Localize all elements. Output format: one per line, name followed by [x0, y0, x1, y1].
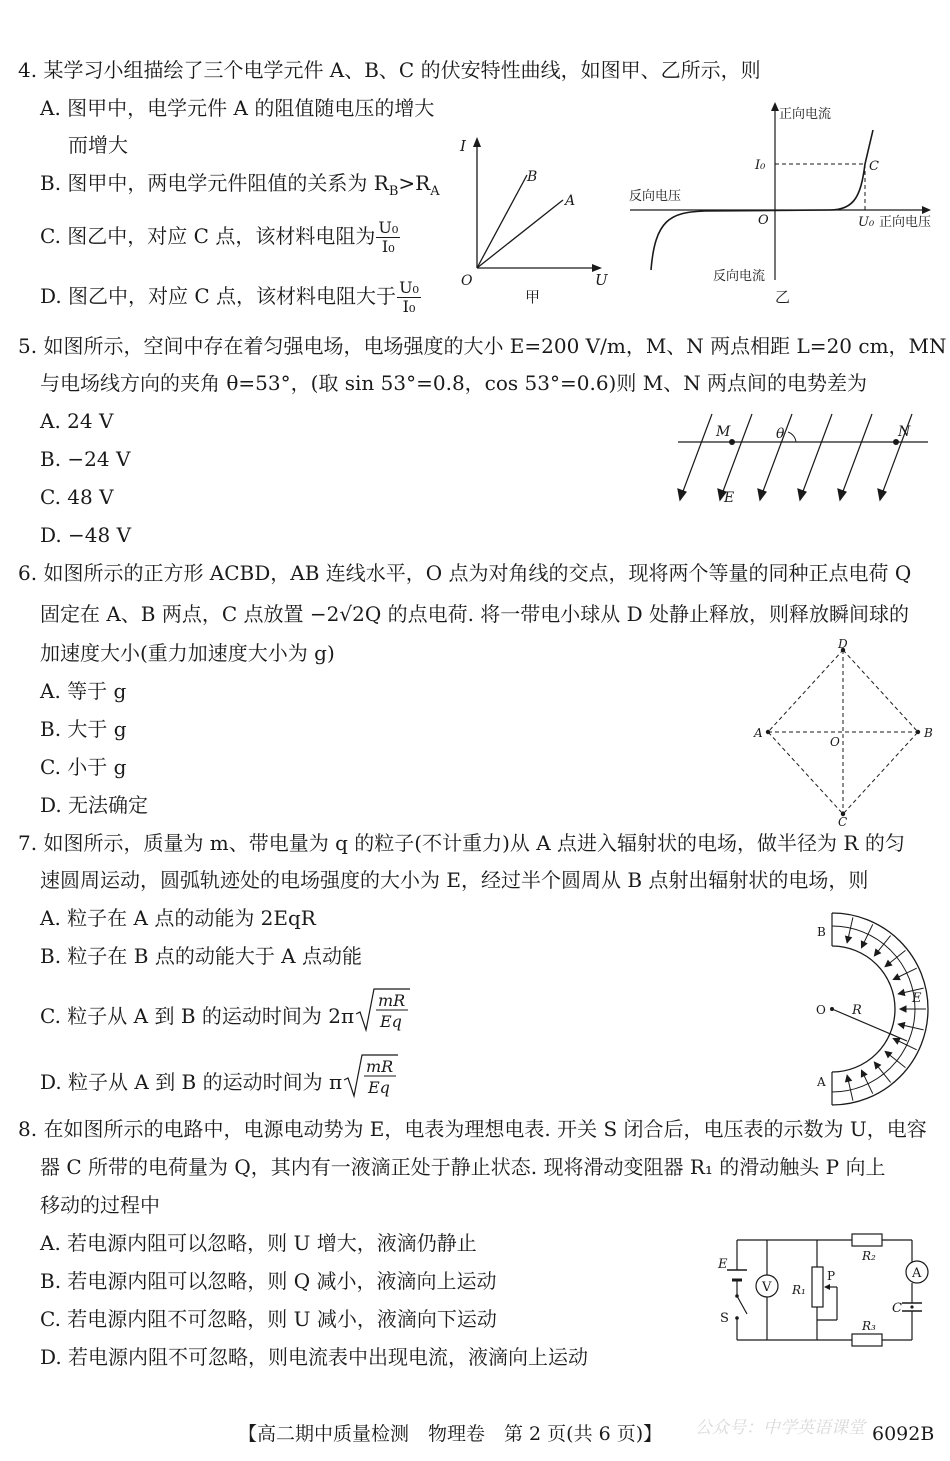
q6-stem-line2: 固定在 A、B 两点，C 点放置 −2√2Q 的点电荷. 将一带电小球从 D 处静止释放，则释放瞬间球的 — [40, 602, 910, 626]
frac-denominator: I₀ — [381, 237, 395, 256]
label-origin: O — [758, 213, 769, 228]
q4-option-a: A. 图甲中，电学元件 A 的阻值随电压的增大 — [40, 96, 435, 120]
label-i: I — [460, 137, 466, 155]
q5-option-d: D. −48 V — [40, 523, 132, 547]
switch-s — [737, 1296, 747, 1314]
q7-option-c — [40, 986, 412, 1049]
q6-figure-square — [748, 637, 940, 829]
resistor-r3 — [852, 1334, 882, 1346]
q4-option-b-gt: >R — [398, 171, 431, 195]
frac-denominator: I₀ — [402, 297, 416, 316]
arrow-icon — [861, 1070, 866, 1077]
label-o: O — [830, 735, 840, 749]
sqrt-expression — [354, 986, 412, 1049]
label-r3: R₃ — [862, 1319, 876, 1333]
label-m: M — [716, 424, 731, 440]
sqrt-numerator: mR — [378, 991, 406, 1010]
label-c: C — [869, 159, 879, 174]
label-u: U — [595, 271, 608, 289]
q8-option-d: D. 若电源内阻不可忽略，则电流表中出现电流，液滴向上运动 — [40, 1345, 589, 1369]
q4-figure-jia — [455, 135, 615, 310]
q4-option-d-fraction — [397, 279, 421, 316]
q4-stem: 4. 某学习小组描绘了三个电学元件 A、B、C 的伏安特性曲线，如图甲、乙所示，则 — [18, 58, 761, 82]
q8-stem-line1: 8. 在如图所示的电路中，电源电动势为 E，电表为理想电表. 开关 S 闭合后，电压表的示数为 U，电容 — [18, 1117, 927, 1141]
iv-curve — [651, 130, 873, 270]
label-pos-current: 正向电流 — [779, 107, 832, 122]
q8-figure-circuit — [712, 1222, 937, 1352]
q6-option-d: D. 无法确定 — [40, 793, 149, 817]
q7-option-b: B. 粒子在 B 点的动能大于 A 点动能 — [40, 944, 362, 968]
q4-option-a-cont: 而增大 — [68, 133, 128, 157]
arrow-icon — [900, 1006, 906, 1012]
q8-option-b: B. 若电源内阻可以忽略，则 Q 减小，液滴向上运动 — [40, 1269, 497, 1293]
sqrt-expression — [342, 1052, 400, 1115]
radius-line — [832, 1009, 907, 1041]
label-a: A — [817, 1075, 826, 1089]
label-b: B — [924, 726, 933, 740]
arrow-icon — [893, 1038, 900, 1043]
sqrt-denominator: Eq — [380, 1012, 403, 1031]
q7-option-a: A. 粒子在 A 点的动能为 2EqR — [40, 906, 316, 930]
arrow-icon — [846, 1075, 852, 1082]
line-a — [477, 200, 563, 268]
arrow-icon — [824, 1284, 830, 1290]
q5-figure-field — [672, 412, 934, 512]
q8-option-c: C. 若电源内阻不可忽略，则 U 减小，液滴向下运动 — [40, 1307, 497, 1331]
droplet-icon — [910, 1305, 913, 1308]
arrow-icon — [874, 1062, 880, 1069]
point-a — [766, 730, 770, 734]
q4-option-c — [40, 214, 400, 258]
frac-numerator: U₀ — [399, 278, 419, 297]
radical-sign — [342, 1052, 400, 1098]
label-e: E — [724, 490, 735, 506]
arrow-icon — [898, 990, 905, 996]
q7-option-c-text: C. 粒子从 A 到 B 的运动时间为 2π — [40, 1004, 355, 1028]
angle-arc — [788, 432, 796, 442]
arrow-icon — [885, 961, 892, 967]
arrow-icon — [473, 137, 481, 147]
arrow-icon — [922, 206, 931, 214]
label-theta: θ — [776, 426, 785, 442]
q7-option-d — [40, 1052, 400, 1115]
point-b — [916, 730, 920, 734]
label-c: C — [838, 815, 848, 829]
q5-stem-line1: 5. 如图所示，空间中存在着匀强电场，电场强度的大小 E=200 V/m，M、N 两点相距 L=20 cm，MN — [18, 334, 947, 358]
label-origin: O — [461, 273, 473, 289]
label-neg-current: 反向电流 — [713, 269, 766, 284]
footer-code: 6092B — [872, 1423, 935, 1445]
q5-option-c: C. 48 V — [40, 485, 114, 509]
q6-option-b: B. 大于 g — [40, 717, 127, 741]
label-r1: R₁ — [792, 1283, 806, 1297]
q4-option-b — [40, 170, 440, 205]
q7-stem-line2: 速圆周运动，圆弧轨迹处的电场强度的大小为 E，经过半个圆周从 B 点射出辐射状的电场，则 — [40, 868, 869, 892]
q4-option-b-sub2: A — [430, 184, 440, 199]
q5-option-b: B. −24 V — [40, 447, 131, 471]
q6-option-c: C. 小于 g — [40, 755, 127, 779]
radical-sign — [354, 986, 412, 1032]
q8-stem-line2: 器 C 所带的电荷量为 Q，其内有一液滴正处于静止状态. 现将滑动变阻器 R₁ 的滑动触头 P 向上 — [40, 1155, 886, 1179]
label-d: D — [838, 637, 848, 651]
label-c: C — [892, 1301, 902, 1316]
label-a: A — [565, 193, 576, 209]
label-o: O — [816, 1003, 826, 1017]
arrow-icon — [898, 1023, 905, 1029]
frac-numerator: U₀ — [378, 218, 399, 237]
q5-option-a: A. 24 V — [40, 409, 114, 433]
label-p: P — [827, 1269, 836, 1283]
label-b: B — [817, 925, 826, 939]
q7-stem-line1: 7. 如图所示，质量为 m、带电量为 q 的粒子(不计重力)从 A 点进入辐射状的电场，做半径为 R 的匀 — [18, 831, 905, 855]
q5-stem-line2: 与电场线方向的夹角 θ=53°，(取 sin 53°=0.8，cos 53°=0.6)则 M、N 两点间的电势差为 — [40, 371, 868, 395]
field-lines — [678, 414, 912, 500]
rheostat-r1 — [812, 1267, 823, 1307]
arrow-icon — [846, 936, 852, 943]
resistor-r2 — [852, 1234, 882, 1246]
arrow-icon — [861, 941, 866, 948]
label-r: R — [852, 1003, 862, 1018]
q4-option-b-sub1: B — [388, 184, 399, 199]
label-s: S — [720, 1311, 729, 1326]
q7-option-d-text: D. 粒子从 A 到 B 的运动时间为 π — [40, 1070, 343, 1094]
q4-figure-yi — [625, 100, 940, 310]
q6-stem-line3: 加速度大小(重力加速度大小为 g) — [40, 641, 335, 665]
label-neg-voltage: 反向电压 — [629, 189, 682, 204]
q6-option-a: A. 等于 g — [40, 679, 127, 703]
label-i0: I₀ — [755, 158, 766, 173]
caption-yi: 乙 — [775, 288, 791, 306]
arrow-icon — [885, 1051, 892, 1057]
label-b: B — [527, 169, 538, 185]
q4-option-d — [40, 274, 421, 318]
q8-stem-line3: 移动的过程中 — [40, 1193, 160, 1217]
label-u0: U₀ — [858, 215, 875, 230]
label-pos-voltage: 正向电压 — [879, 215, 932, 230]
q6-stem-line1: 6. 如图所示的正方形 ACBD，AB 连线水平，O 点为对角线的交点，现将两个等量的同种正点电荷 Q — [18, 561, 912, 585]
sqrt-numerator: mR — [366, 1057, 394, 1076]
q4-option-b-text: B. 图甲中，两电学元件阻值的关系为 R — [40, 171, 389, 195]
arrow-icon — [874, 949, 880, 956]
arrow-icon — [771, 102, 779, 111]
label-a: A — [754, 726, 763, 740]
arrow-icon — [893, 974, 900, 979]
q4-option-c-text: C. 图乙中，对应 C 点，该材料电阻为 — [40, 224, 376, 248]
sqrt-denominator: Eq — [368, 1078, 391, 1097]
line-b — [477, 175, 527, 268]
label-e: E — [912, 991, 922, 1006]
label-e: E — [718, 1257, 728, 1272]
q8-option-a: A. 若电源内阻可以忽略，则 U 增大，液滴仍静止 — [40, 1231, 477, 1255]
footer-title: 【高二期中质量检测 物理卷 第 2 页(共 6 页)】 — [238, 1423, 663, 1445]
label-a: A — [912, 1266, 922, 1281]
q4-option-d-text: D. 图乙中，对应 C 点，该材料电阻大于 — [40, 284, 397, 308]
label-n: N — [898, 424, 911, 440]
q7-figure-radial-field — [812, 906, 937, 1106]
label-r2: R₂ — [862, 1249, 876, 1263]
q4-option-c-fraction — [376, 219, 400, 256]
caption-jia: 甲 — [525, 288, 541, 306]
label-v: V — [762, 1280, 772, 1295]
watermark: 公众号：中学英语课堂 — [695, 1418, 865, 1438]
center-o — [830, 1007, 834, 1011]
